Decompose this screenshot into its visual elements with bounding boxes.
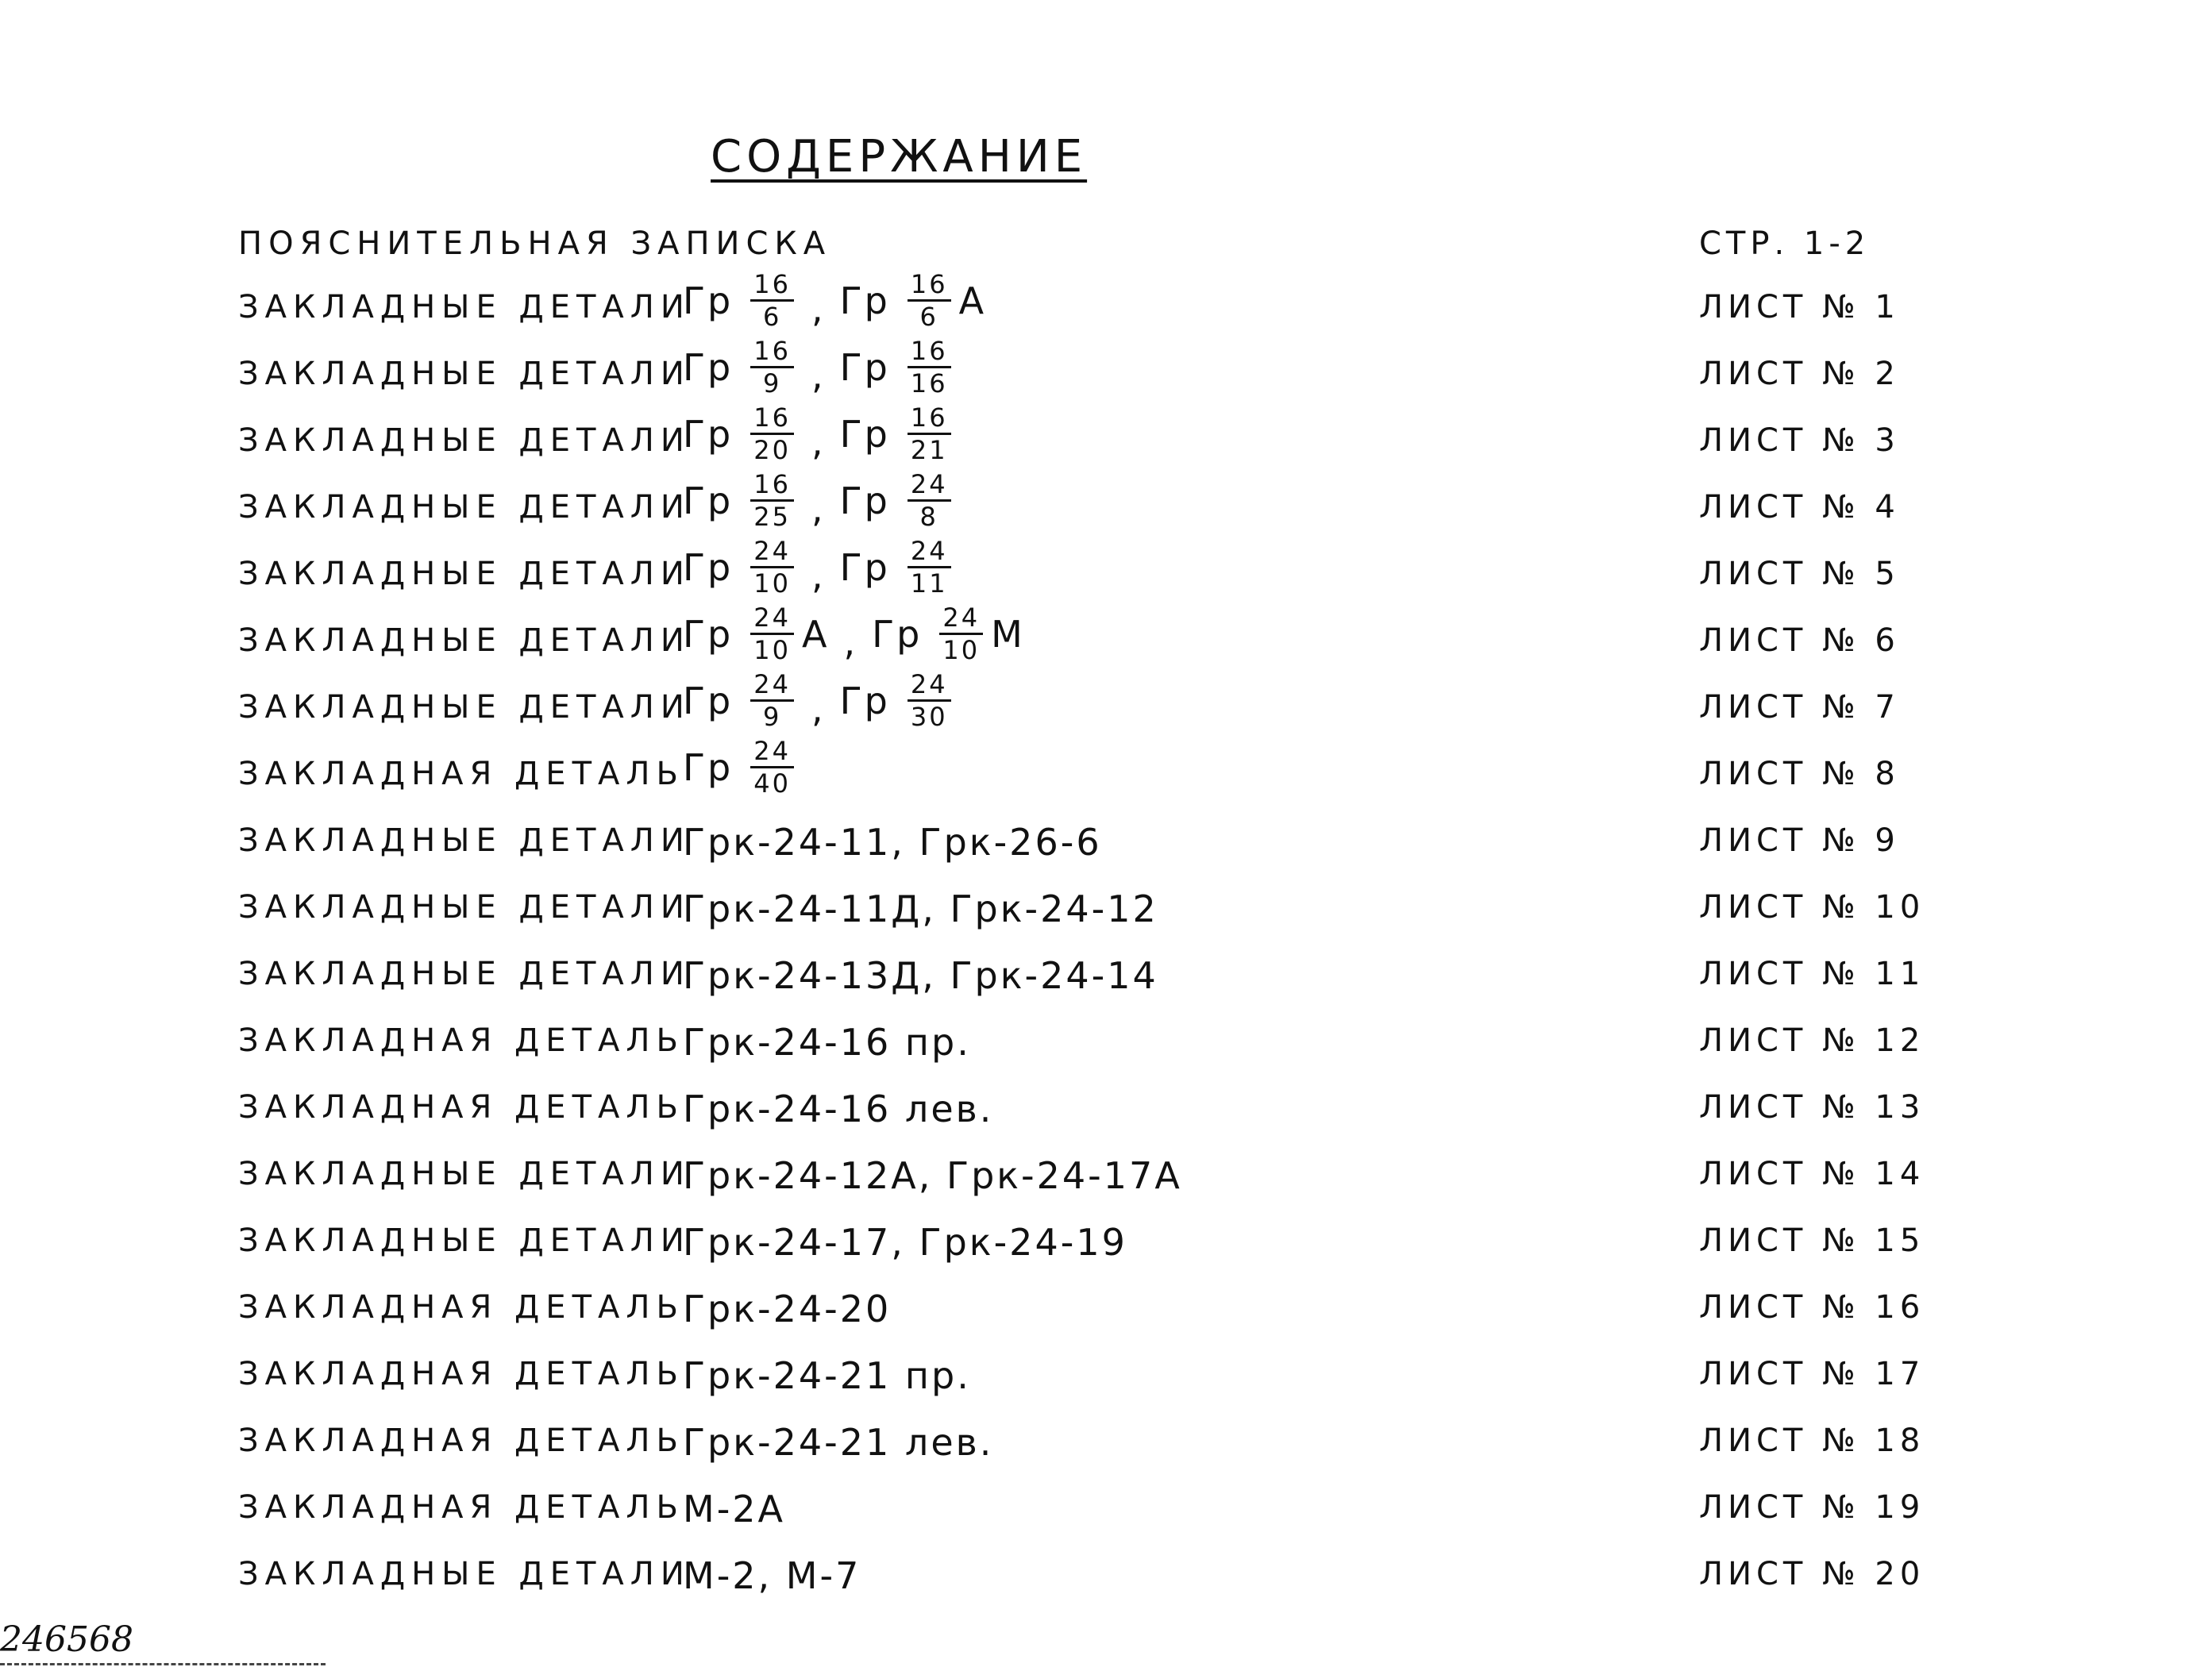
entry-code — [683, 887, 1158, 930]
entry-label: ЗАКЛАДНАЯ ДЕТАЛЬ — [238, 1089, 684, 1126]
fraction-numerator: 16 — [750, 271, 794, 302]
entry-code — [683, 1154, 1182, 1197]
fraction-denominator: 20 — [753, 435, 791, 465]
entry-label: ЗАКЛАДНЫЕ ДЕТАЛИ — [238, 356, 691, 392]
mark-prefix: Гр — [839, 279, 890, 322]
mark-designation — [840, 404, 954, 464]
inventory-number: 246568 — [0, 1619, 133, 1660]
fraction-denominator: 25 — [753, 502, 791, 532]
contents-row — [0, 270, 2212, 333]
entry-sheet-ref: ЛИСТ № 5 — [1699, 556, 1900, 592]
entry-code — [683, 337, 965, 397]
entry-sheet-ref: ЛИСТ № 11 — [1699, 956, 1925, 992]
fraction-denominator: 16 — [910, 368, 948, 398]
entry-label: ЗАКЛАДНАЯ ДЕТАЛЬ — [238, 1289, 684, 1326]
mark-fraction — [750, 737, 794, 797]
mark-fraction — [750, 337, 794, 397]
entry-code — [683, 271, 997, 330]
entry-code-text: Грк-24-20 — [683, 1288, 892, 1330]
fraction-denominator: 6 — [919, 302, 938, 332]
entry-code — [683, 954, 1158, 997]
entry-label: ЗАКЛАДНЫЕ ДЕТАЛИ — [238, 1556, 691, 1592]
entry-sheet-ref: ЛИСТ № 2 — [1699, 356, 1900, 392]
contents-row — [0, 937, 2212, 1000]
entry-code-text: Грк-24-11Д, Грк-24-12 — [683, 887, 1158, 930]
entry-sheet-ref: ЛИСТ № 12 — [1699, 1022, 1925, 1059]
entry-label: ЗАКЛАДНЫЕ ДЕТАЛИ — [238, 889, 691, 926]
entry-code — [683, 1554, 861, 1597]
fraction-denominator: 8 — [919, 502, 938, 532]
entry-sheet-ref: ЛИСТ № 18 — [1699, 1423, 1925, 1459]
entry-sheet-ref: ЛИСТ № 16 — [1699, 1289, 1925, 1326]
contents-row — [0, 1003, 2212, 1067]
mark-separator: , — [811, 554, 826, 597]
entry-label: ЗАКЛАДНЫЕ ДЕТАЛИ — [238, 622, 691, 659]
mark-separator: , — [843, 621, 858, 664]
mark-prefix: Гр — [683, 479, 734, 522]
fraction-numerator: 24 — [908, 537, 951, 568]
page-title: СОДЕРЖАНИЕ — [711, 131, 1088, 183]
entry-code — [683, 1221, 1127, 1264]
entry-code — [683, 1421, 993, 1464]
contents-row — [0, 1203, 2212, 1267]
fraction-denominator: 9 — [762, 368, 782, 398]
entry-sheet-ref: ЛИСТ № 8 — [1699, 756, 1900, 792]
mark-prefix: Гр — [683, 545, 734, 589]
entry-code-text: Грк-24-21 лев. — [683, 1421, 994, 1464]
entry-code-text: Грк-24-12А, Грк-24-17А — [683, 1154, 1182, 1197]
entry-sheet-ref: ЛИСТ № 17 — [1699, 1356, 1925, 1392]
entry-code-text: Грк-24-16 лев. — [683, 1088, 994, 1130]
mark-prefix: Гр — [683, 279, 734, 322]
entry-sheet-ref: ЛИСТ № 19 — [1699, 1489, 1925, 1526]
fraction-denominator: 30 — [910, 702, 948, 732]
mark-designation — [683, 671, 797, 730]
mark-prefix: Гр — [839, 345, 890, 389]
contents-row — [0, 470, 2212, 533]
mark-designation — [840, 337, 954, 397]
entry-sheet-ref: ЛИСТ № 3 — [1699, 422, 1900, 459]
mark-fraction — [750, 271, 794, 330]
mark-prefix: Гр — [683, 345, 734, 389]
entry-label: ЗАКЛАДНЫЕ ДЕТАЛИ — [238, 489, 691, 526]
entry-label: ЗАКЛАДНЫЕ ДЕТАЛИ — [238, 556, 691, 592]
fraction-denominator: 10 — [753, 635, 791, 665]
entry-label: ЗАКЛАДНЫЕ ДЕТАЛИ — [238, 1222, 691, 1259]
intro-label: ПОЯСНИТЕЛЬНАЯ ЗАПИСКА — [238, 225, 832, 262]
entry-label: ЗАКЛАДНЫЕ ДЕТАЛИ — [238, 956, 691, 992]
contents-row — [0, 737, 2212, 800]
mark-designation — [683, 404, 797, 464]
contents-row — [0, 337, 2212, 400]
entry-label: ЗАКЛАДНАЯ ДЕТАЛЬ — [238, 1022, 684, 1059]
mark-designation — [683, 537, 797, 597]
mark-fraction — [908, 404, 951, 464]
contents-row — [0, 1137, 2212, 1200]
entry-code — [683, 537, 965, 597]
contents-row — [0, 1470, 2212, 1534]
entry-sheet-ref: ЛИСТ № 15 — [1699, 1222, 1925, 1259]
entry-label: ЗАКЛАДНЫЕ ДЕТАЛИ — [238, 1156, 691, 1192]
contents-row — [0, 803, 2212, 867]
mark-fraction — [908, 671, 951, 730]
entry-code — [683, 1354, 971, 1397]
entry-sheet-ref: ЛИСТ № 4 — [1699, 489, 1900, 526]
fraction-numerator: 16 — [908, 404, 951, 435]
mark-fraction — [939, 604, 983, 664]
mark-designation — [683, 737, 797, 797]
entry-code — [683, 1021, 971, 1064]
fraction-denominator: 10 — [753, 568, 791, 599]
mark-designation — [683, 604, 829, 664]
entry-label: ЗАКЛАДНЫЕ ДЕТАЛИ — [238, 422, 691, 459]
fraction-denominator: 11 — [910, 568, 948, 599]
mark-fraction — [750, 604, 794, 664]
entry-code — [683, 1288, 891, 1330]
mark-designation — [683, 271, 797, 330]
fraction-numerator: 24 — [908, 471, 951, 502]
fraction-numerator: 16 — [750, 471, 794, 502]
fraction-denominator: 9 — [762, 702, 782, 732]
mark-fraction — [908, 471, 951, 530]
mark-separator: , — [811, 487, 826, 530]
contents-row — [0, 537, 2212, 600]
mark-suffix: А — [801, 612, 830, 656]
entry-label: ЗАКЛАДНАЯ ДЕТАЛЬ — [238, 1489, 684, 1526]
fraction-numerator: 24 — [750, 537, 794, 568]
fraction-denominator: 10 — [942, 635, 981, 665]
entry-sheet-ref: ЛИСТ № 9 — [1699, 822, 1900, 859]
mark-separator: , — [811, 354, 826, 397]
entry-sheet-ref: ЛИСТ № 7 — [1699, 689, 1900, 726]
entry-label: ЗАКЛАДНАЯ ДЕТАЛЬ — [238, 1423, 684, 1459]
entry-sheet-ref: ЛИСТ № 14 — [1699, 1156, 1925, 1192]
fraction-numerator: 16 — [908, 337, 951, 368]
fraction-numerator: 24 — [750, 671, 794, 702]
stamp-divider — [0, 1663, 326, 1665]
entry-sheet-ref: ЛИСТ № 13 — [1699, 1089, 1925, 1126]
mark-prefix: Гр — [683, 745, 734, 789]
mark-fraction — [908, 337, 951, 397]
fraction-numerator: 16 — [908, 271, 951, 302]
entry-code-text: Грк-24-13Д, Грк-24-14 — [683, 954, 1158, 997]
entry-code — [683, 737, 808, 797]
fraction-numerator: 24 — [750, 737, 794, 768]
entry-label: ЗАКЛАДНАЯ ДЕТАЛЬ — [238, 756, 684, 792]
mark-prefix: Гр — [839, 545, 890, 589]
entry-code-text: Грк-24-17, Грк-24-19 — [683, 1221, 1127, 1264]
entry-code — [683, 1088, 993, 1130]
mark-prefix: Гр — [839, 679, 890, 722]
mark-fraction — [908, 271, 951, 330]
fraction-numerator: 16 — [750, 337, 794, 368]
mark-separator: , — [811, 421, 826, 464]
entry-sheet-ref: ЛИСТ № 20 — [1699, 1556, 1925, 1592]
entry-sheet-ref: ЛИСТ № 10 — [1699, 889, 1925, 926]
contents-row — [0, 1270, 2212, 1334]
fraction-denominator: 40 — [753, 768, 791, 799]
entry-label: ЗАКЛАДНЫЕ ДЕТАЛИ — [238, 822, 691, 859]
fraction-numerator: 24 — [750, 604, 794, 635]
mark-prefix: Гр — [683, 679, 734, 722]
mark-designation — [840, 537, 954, 597]
mark-prefix: Гр — [839, 479, 890, 522]
intro-row — [0, 206, 2212, 270]
mark-prefix: Гр — [872, 612, 923, 656]
mark-prefix: Гр — [683, 612, 734, 656]
entry-code — [683, 404, 965, 464]
contents-row — [0, 1537, 2212, 1600]
fraction-denominator: 21 — [910, 435, 948, 465]
entry-sheet-ref: ЛИСТ № 6 — [1699, 622, 1900, 659]
mark-suffix: А — [958, 279, 987, 322]
entry-label: ЗАКЛАДНЫЕ ДЕТАЛИ — [238, 289, 691, 325]
entry-label: ЗАКЛАДНАЯ ДЕТАЛЬ — [238, 1356, 684, 1392]
mark-suffix: М — [991, 612, 1025, 656]
entry-code — [683, 821, 1102, 864]
entry-code-text: Грк-24-21 пр. — [683, 1354, 971, 1397]
mark-fraction — [750, 471, 794, 530]
entry-code-text: Грк-24-11, Грк-26-6 — [683, 821, 1102, 864]
mark-fraction — [750, 671, 794, 730]
mark-designation — [683, 337, 797, 397]
contents-row — [0, 1070, 2212, 1134]
entry-code-text: М-2, М-7 — [683, 1554, 861, 1597]
fraction-numerator: 24 — [939, 604, 983, 635]
entry-code — [683, 1488, 785, 1530]
entry-code-text: Грк-24-16 пр. — [683, 1021, 971, 1064]
mark-fraction — [750, 537, 794, 597]
mark-designation — [840, 271, 986, 330]
mark-separator: , — [811, 287, 826, 330]
fraction-numerator: 16 — [750, 404, 794, 435]
mark-fraction — [750, 404, 794, 464]
mark-designation — [872, 604, 1025, 664]
entry-code — [683, 604, 1036, 664]
mark-prefix: Гр — [683, 412, 734, 456]
contents-row — [0, 870, 2212, 934]
fraction-numerator: 24 — [908, 671, 951, 702]
intro-ref: СТР. 1-2 — [1699, 225, 1871, 262]
contents-row — [0, 603, 2212, 667]
mark-designation — [840, 471, 954, 530]
mark-separator: , — [811, 687, 826, 730]
mark-designation — [683, 471, 797, 530]
contents-row — [0, 1337, 2212, 1400]
mark-prefix: Гр — [839, 412, 890, 456]
entry-label: ЗАКЛАДНЫЕ ДЕТАЛИ — [238, 689, 691, 726]
contents-row — [0, 403, 2212, 467]
entry-code — [683, 671, 965, 730]
contents-row — [0, 1403, 2212, 1467]
entry-code-text: М-2А — [683, 1488, 786, 1530]
contents-row — [0, 670, 2212, 733]
entry-sheet-ref: ЛИСТ № 1 — [1699, 289, 1900, 325]
mark-fraction — [908, 537, 951, 597]
fraction-denominator: 6 — [762, 302, 782, 332]
entry-code — [683, 471, 965, 530]
mark-designation — [840, 671, 954, 730]
